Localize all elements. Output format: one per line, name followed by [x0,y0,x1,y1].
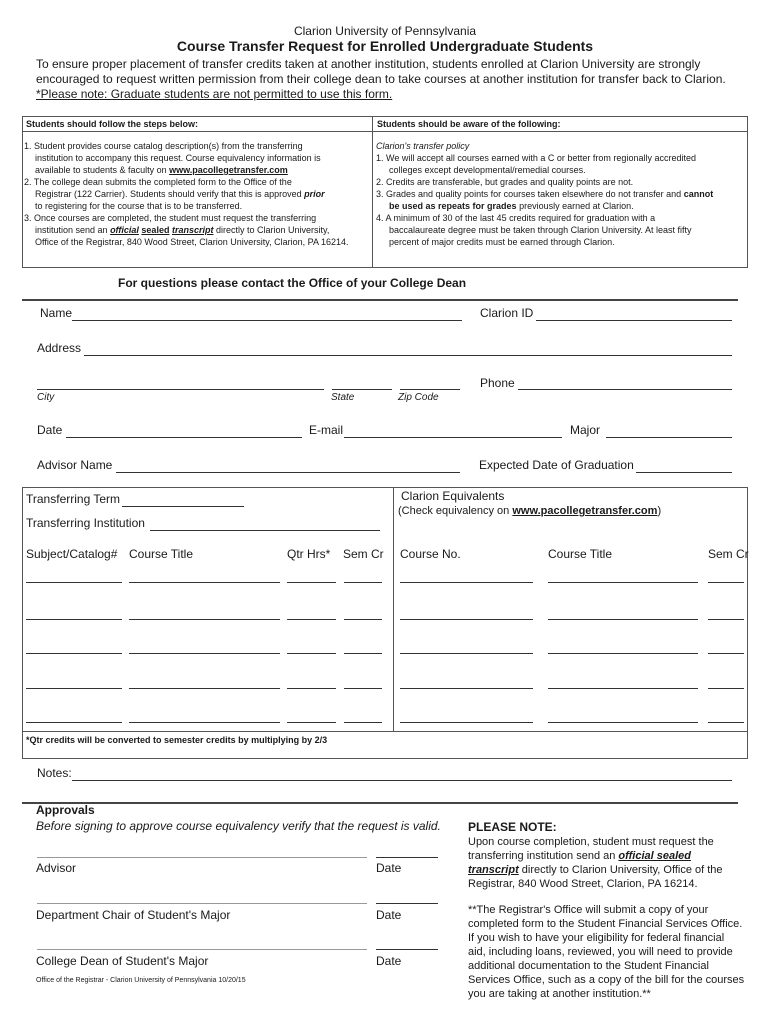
address-label: Address [37,341,82,355]
please-note-heading: PLEASE NOTE: [468,820,557,834]
phone-field[interactable] [518,389,732,390]
clarion-id-label: Clarion ID [480,306,534,320]
chair-date-label: Date [376,908,402,922]
qtr-hrs-field[interactable] [287,688,336,689]
clarion-id-field[interactable] [536,320,732,321]
chair-signature-line[interactable] [37,903,367,904]
steps-heading: Students should follow the steps below: [26,119,199,129]
course-title-field[interactable] [129,653,280,654]
policy-line: 3. Grades and quality points for courses taken elsewhere do not transfer and cannot [376,189,714,199]
intro-line-2: encouraged to request written permission from their college dean to take courses at another institution for transfer back to Clarion. [36,72,726,86]
clarion-course-title-field[interactable] [548,722,698,723]
state-field[interactable] [332,389,392,390]
dean-date-label: Date [376,954,402,968]
equivalency-link[interactable]: www.pacollegetransfer.com [512,505,658,517]
approvals-instruction: Before signing to approve course equivalency verify that the request is valid. [36,819,441,833]
subject-catalog-field[interactable] [26,688,122,689]
sem-cr-field[interactable] [344,619,382,620]
policy-line: percent of major credits must be earned through Clarion. [389,237,615,247]
footnote-divider [22,731,748,732]
clarion-course-no-field[interactable] [400,688,533,689]
clarion-course-title-field[interactable] [548,688,698,689]
policy-line: baccalaureate degree must be taken through Clarion University. At least fifty [389,225,692,235]
advisor-label: Advisor [36,861,77,875]
name-label: Name [40,306,73,320]
col-sem-cr: Sem Cr [343,547,384,561]
name-field[interactable] [72,320,462,321]
step-line: Office of the Registrar, 840 Wood Street, Clarion University, Clarion, PA 16214. [35,237,349,247]
clarion-course-no-field[interactable] [400,722,533,723]
subject-catalog-field[interactable] [26,619,122,620]
clarion-sem-cr-field[interactable] [708,582,744,583]
col-clarion-sem-cr: Sem Cr [708,547,749,561]
advisor-name-field[interactable] [116,472,460,473]
step-line: institution send an official sealed transcript directly to Clarion University, [35,225,330,235]
city-field[interactable] [37,389,324,390]
qtr-hrs-field[interactable] [287,582,336,583]
state-label: State [331,392,355,403]
policy-line: 1. We will accept all courses earned with a C or better from regionally accredited [376,153,696,163]
subject-catalog-field[interactable] [26,582,122,583]
clarion-equivalents-label: Clarion Equivalents [401,489,505,503]
approvals-divider [22,802,738,804]
grad-date-label: Expected Date of Graduation [479,458,634,472]
transferring-institution-label: Transferring Institution [26,516,145,530]
email-field[interactable] [344,437,562,438]
pacollegetransfer-link[interactable]: www.pacollegetransfer.com [169,165,288,175]
clarion-sem-cr-field[interactable] [708,722,744,723]
clarion-sem-cr-field[interactable] [708,619,744,620]
city-label: City [37,392,55,403]
dept-chair-label: Department Chair of Student's Major [36,908,231,922]
policy-list [376,140,744,248]
course-title-field[interactable] [129,619,280,620]
step-line: 1. Student provides course catalog description(s) from the transferring [24,141,303,151]
col-qtr-hrs: Qtr Hrs* [287,547,331,561]
email-label: E-mail [309,423,344,437]
clarion-course-title-field[interactable] [548,619,698,620]
approvals-heading: Approvals [36,803,95,817]
transferring-term-label: Transferring Term [26,492,121,506]
qtr-hrs-field[interactable] [287,722,336,723]
sem-cr-field[interactable] [344,722,382,723]
step-line: to registering for the course that is to be transferred. [35,201,243,211]
steps-list [24,140,369,248]
transfer-column-divider [393,487,394,731]
section-divider [22,299,738,301]
step-line: available to students & faculty on www.pacollegetransfer.com [35,165,288,175]
qtr-hrs-field[interactable] [287,653,336,654]
course-title-field[interactable] [129,722,280,723]
transferring-institution-field[interactable] [150,530,380,531]
steps-header-divider [22,131,748,132]
sem-cr-field[interactable] [344,582,382,583]
clarion-course-title-field[interactable] [548,582,698,583]
intro-line-1: To ensure proper placement of transfer credits taken at another institution, students enrolled at Clarion University are strongly [36,57,701,71]
step-line: 3. Once courses are completed, the student must request the transferring [24,213,317,223]
course-title-field[interactable] [129,688,280,689]
policy-line: 4. A minimum of 30 of the last 45 credits required for graduation with a [376,213,656,223]
intro-text [36,57,756,102]
policy-line: 2. Credits are transferable, but grades and quality points are not. [376,177,634,187]
policy-line: colleges except developmental/remedial courses. [389,165,586,175]
graduate-note: *Please note: Graduate students are not permitted to use this form. [36,87,393,101]
clarion-sem-cr-field[interactable] [708,653,744,654]
col-clarion-course-title: Course Title [548,547,613,561]
sem-cr-field[interactable] [344,653,382,654]
subject-catalog-field[interactable] [26,722,122,723]
form-title: Course Transfer Request for Enrolled Undergraduate Students [176,38,594,54]
clarion-sem-cr-field[interactable] [708,688,744,689]
step-line: institution to accompany this request. Course equivalency information is [35,153,321,163]
major-label: Major [570,423,601,437]
dean-date-line[interactable] [376,949,438,950]
university-name: Clarion University of Pennsylvania [293,24,477,38]
clarion-course-no-field[interactable] [400,619,533,620]
clarion-course-title-field[interactable] [548,653,698,654]
col-course-no: Course No. [400,547,461,561]
step-line: 2. The college dean submits the completed form to the Office of the [24,177,292,187]
clarion-course-no-field[interactable] [400,582,533,583]
advisor-signature-line[interactable] [37,857,367,858]
col-course-title: Course Title [129,547,194,561]
date-label: Date [37,423,63,437]
phone-label: Phone [480,376,515,390]
chair-date-line[interactable] [376,903,438,904]
subject-catalog-field[interactable] [26,653,122,654]
sem-cr-field[interactable] [344,688,382,689]
notes-field[interactable] [72,780,732,781]
grad-date-field[interactable] [636,472,732,473]
major-field[interactable] [606,437,732,438]
clarion-course-no-field[interactable] [400,653,533,654]
please-note-text: Upon course completion, student must request the transferring institution send an official sealed transcript directly to Clarion University, Office of the Registrar, 840 Wood Street, Clarion, PA 16214. **The Registrar's Office will submit a copy of your completed form to the Student Financial Services Office. If you wish to have your eligibility for federal financial aid, including loans, reviewed, you will need to provide additional documentation to the Student Financial Services Office, such as a copy of the bill for the courses you are taking at another institution.** [468,836,745,1000]
footer-text: Office of the Registrar - Clarion University of Pennsylvania 10/20/15 [36,977,246,984]
dean-label: College Dean of Student's Major [36,954,209,968]
date-field[interactable] [66,437,302,438]
advisor-name-label: Advisor Name [37,458,113,472]
dean-signature-line[interactable] [37,949,367,950]
contact-heading: For questions please contact the Office of your College Dean [118,276,467,290]
aware-heading: Students should be aware of the following: [377,119,561,129]
course-title-field[interactable] [129,582,280,583]
steps-column-divider [372,116,373,267]
step-line: Registrar (122 Carrier). Students should verify that this is approved prior [35,189,325,199]
check-equivalency: (Check equivalency on www.pacollegetransfer.com) [398,505,662,517]
col-subject-catalog: Subject/Catalog# [26,547,118,561]
advisor-date-line[interactable] [376,857,438,858]
notes-label: Notes: [37,766,72,780]
policy-line: be used as repeats for grades previously earned at Clarion. [389,201,634,211]
zip-field[interactable] [400,389,460,390]
qtr-footnote: *Qtr credits will be converted to semester credits by multiplying by 2/3 [26,735,328,745]
address-field[interactable] [84,355,732,356]
zip-label: Zip Code [398,392,439,403]
qtr-hrs-field[interactable] [287,619,336,620]
policy-title: Clarion's transfer policy [376,141,470,151]
advisor-date-label: Date [376,861,402,875]
transferring-term-field[interactable] [122,506,244,507]
